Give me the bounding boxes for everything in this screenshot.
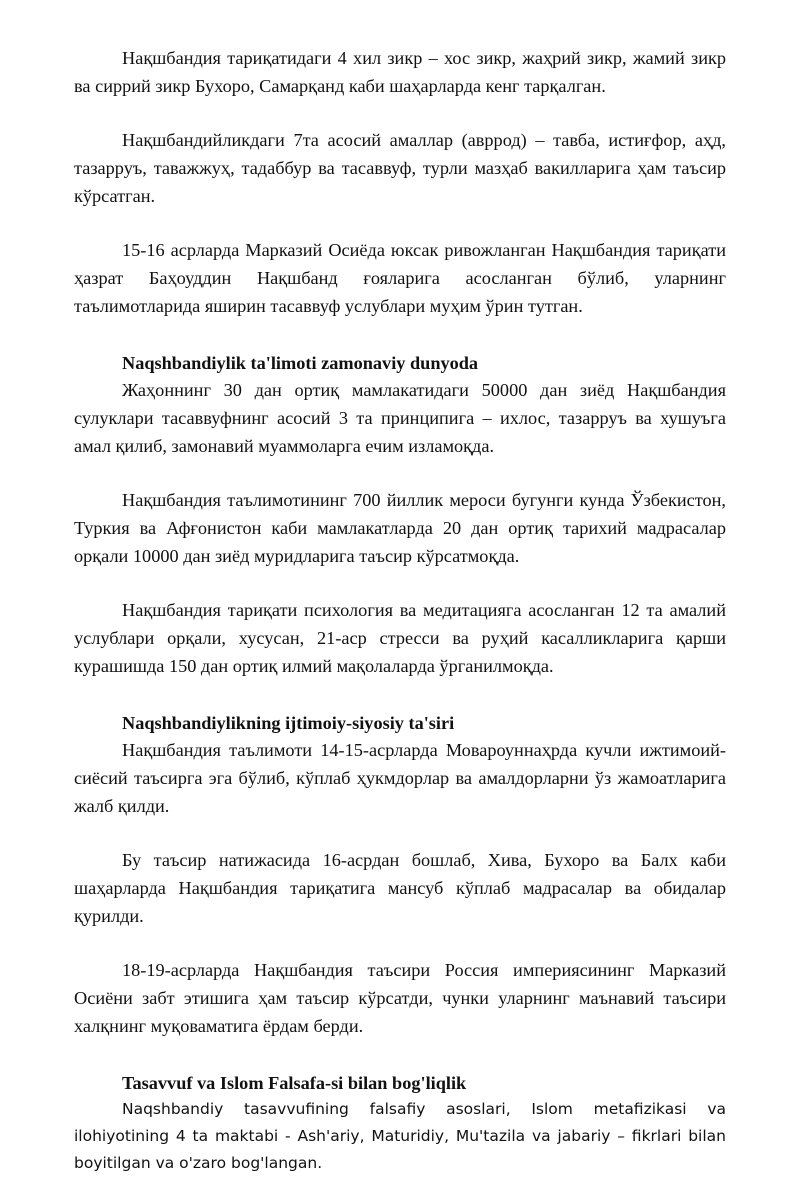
paragraph: Нақшбандия таълимотининг 700 йиллик мероси бугунги кунда Ўзбекистон, Туркия ва Афғонистон каби мамлакатларда 20 дан ортиқ тарихий мадрасалар орқали 10000 дан зиёд муридларига таъсир кўрсатмоқда. [74,490,726,566]
paragraph: Naqshbandiy tasavvufining falsafiy asoslari, Islom metafizikasi va ilohiyotining 4 ta maktabi - Ash'ariy, Maturidiy, Mu'tazila va jabariy – fikrlari bilan boyitilgan va o'zaro bog'langan. [74,1100,726,1172]
paragraph-gap [74,210,726,236]
section-heading: Naqshbandiylikning ijtimoiy-siyosiy ta'siri [122,713,455,733]
paragraph: 15-16 асрларда Марказий Осиёда юксак ривожланган Нақшбандия тариқати ҳазрат Баҳоуддин Нақшбанд ғояларига асосланган бўлиб, уларнинг таълимотларида яширин тасаввуф услублари муҳим ўрин тутган. [74,240,726,316]
paragraph-gap [74,680,726,710]
paragraph: Нақшбандийликдаги 7та асосий амаллар (авррод) – тавба, истиғфор, аҳд, тазарруъ, таважжуҳ, тадаббур ва тасаввуф, турли мазҳаб вакилларига ҳам таъсир кўрсатган. [74,130,726,206]
paragraph-gap [74,820,726,846]
paragraph: Нақшбандия таълимоти 14-15-асрларда Мовароуннаҳрда кучли ижтимоий-сиёсий таъсирга эга бўлиб, кўплаб ҳукмдорлар ва амалдорларни ўз жамоатларига жалб қилди. [74,740,726,816]
paragraph-gap [74,460,726,486]
paragraph-gap [74,100,726,126]
paragraph-gap [74,930,726,956]
section-heading: Naqshbandiylik ta'limoti zamonaviy dunyoda [122,353,479,373]
paragraph-gap [74,320,726,350]
paragraph-gap [74,570,726,596]
section-heading: Tasavvuf va Islom Falsafa-si bilan bog'liqlik [122,1073,467,1093]
document-page [74,44,726,1177]
paragraph: 18-19-асрларда Нақшбандия таъсири Россия империясининг Марказий Осиёни забт этишига ҳам таъсир кўрсатди, чунки уларнинг маънавий таъсири халқнинг муқоваматига ёрдам берди. [74,960,726,1036]
paragraph: Жаҳоннинг 30 дан ортиқ мамлакатидаги 50000 дан зиёд Нақшбандия сулуклари тасаввуфнинг асосий 3 та принципига – ихлос, тазарруъ ва хушуъга амал қилиб, замонавий муаммоларга ечим изламоқда. [74,380,726,456]
paragraph: Бу таъсир натижасида 16-асрдан бошлаб, Хива, Бухоро ва Балх каби шаҳарларда Нақшбандия тариқатига мансуб кўплаб мадрасалар ва обидалар қурилди. [74,850,726,926]
paragraph-gap [74,1040,726,1070]
paragraph: Нақшбандия тариқати психология ва медитацияга асосланган 12 та амалий услублари орқали, хусусан, 21-аср стресси ва руҳий касалликларига қарши курашишда 150 дан ортиқ илмий мақолаларда ўрганилмоқда. [74,600,726,676]
paragraph: Нақшбандия тариқатидаги 4 хил зикр – хос зикр, жаҳрий зикр, жамий зикр ва сиррий зикр Бухоро, Самарқанд каби шаҳарларда кенг тарқалган. [74,48,726,96]
